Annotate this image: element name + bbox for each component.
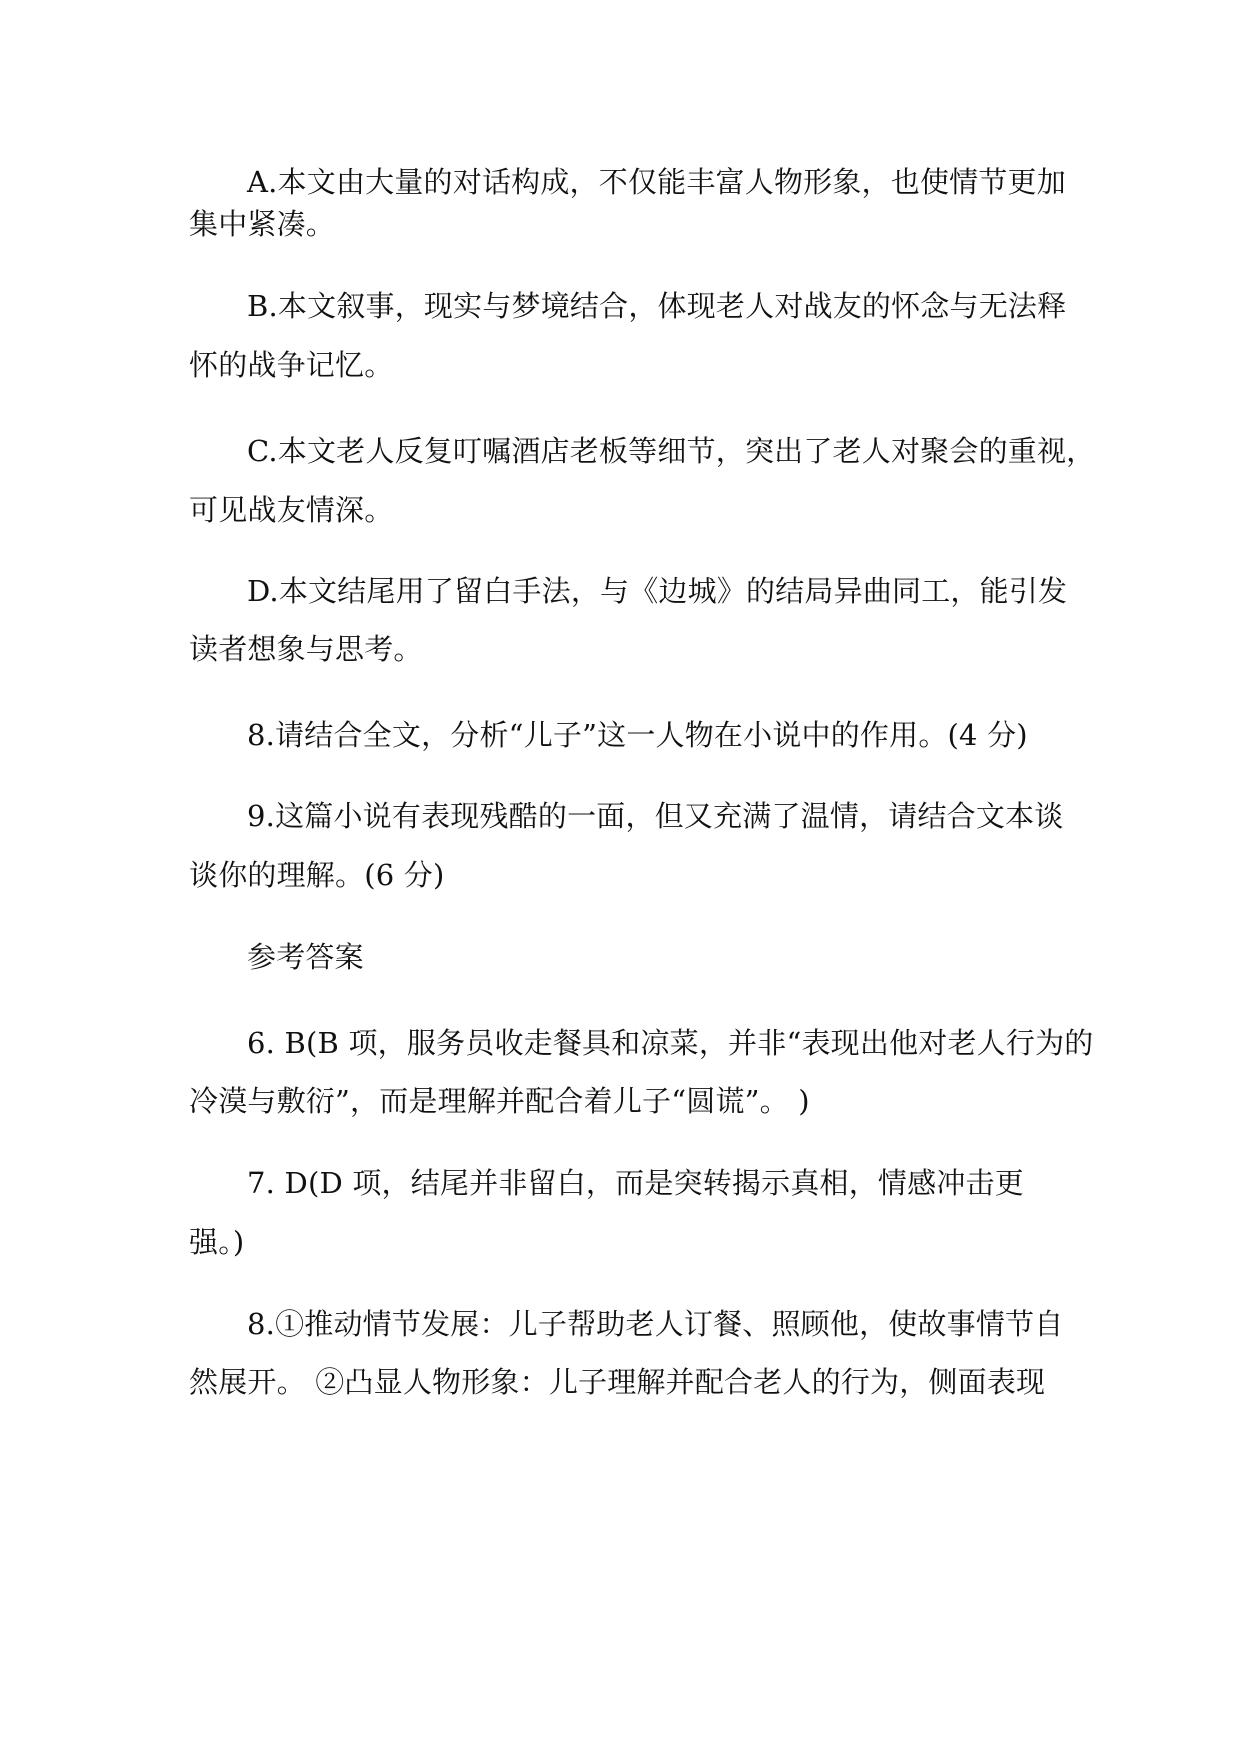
question-9-line-2: 谈你的理解。(6 分) [189, 858, 445, 892]
answer-heading: 参考答案 [247, 940, 364, 974]
option-a-line-2: 集中紧凑。 [189, 207, 336, 241]
question-8: 8.请结合全文，分析“儿子”这一人物在小说中的作用。(4 分) [247, 718, 1028, 752]
option-b-line-2: 怀的战争记忆。 [189, 348, 394, 382]
option-c-line-2: 可见战友情深。 [189, 493, 394, 527]
option-d-line-2: 读者想象与思考。 [189, 632, 423, 666]
answer-6-line-2: 冷漠与敷衍”，而是理解并配合着儿子“圆谎”。 ) [189, 1084, 810, 1118]
answer-8-line-1: 8.①推动情节发展：儿子帮助老人订餐、照顾他，使故事情节自 [247, 1307, 1064, 1341]
option-c-line-1: C.本文老人反复叮嘱酒店老板等细节，突出了老人对聚会的重视， [247, 434, 1096, 468]
option-b-line-1: B.本文叙事，现实与梦境结合，体现老人对战友的怀念与无法释 [247, 289, 1067, 323]
question-9-line-1: 9.这篇小说有表现残酷的一面，但又充满了温情，请结合文本谈 [247, 799, 1064, 833]
answer-7-line-1: 7. D(D 项，结尾并非留白，而是突转揭示真相，情感冲击更 [247, 1166, 1024, 1200]
option-a-line-1: A.本文由大量的对话构成，不仅能丰富人物形象，也使情节更加 [247, 165, 1066, 199]
answer-7-line-2: 强。) [189, 1225, 245, 1259]
answer-8-line-2: 然展开。 ②凸显人物形象：儿子理解并配合老人的行为，侧面表现 [189, 1365, 1046, 1399]
answer-6-line-1: 6. B(B 项，服务员收走餐具和凉菜，并非“表现出他对老人行为的 [247, 1026, 1094, 1060]
option-d-line-1: D.本文结尾用了留白手法，与《边城》的结局异曲同工，能引发 [247, 574, 1068, 608]
